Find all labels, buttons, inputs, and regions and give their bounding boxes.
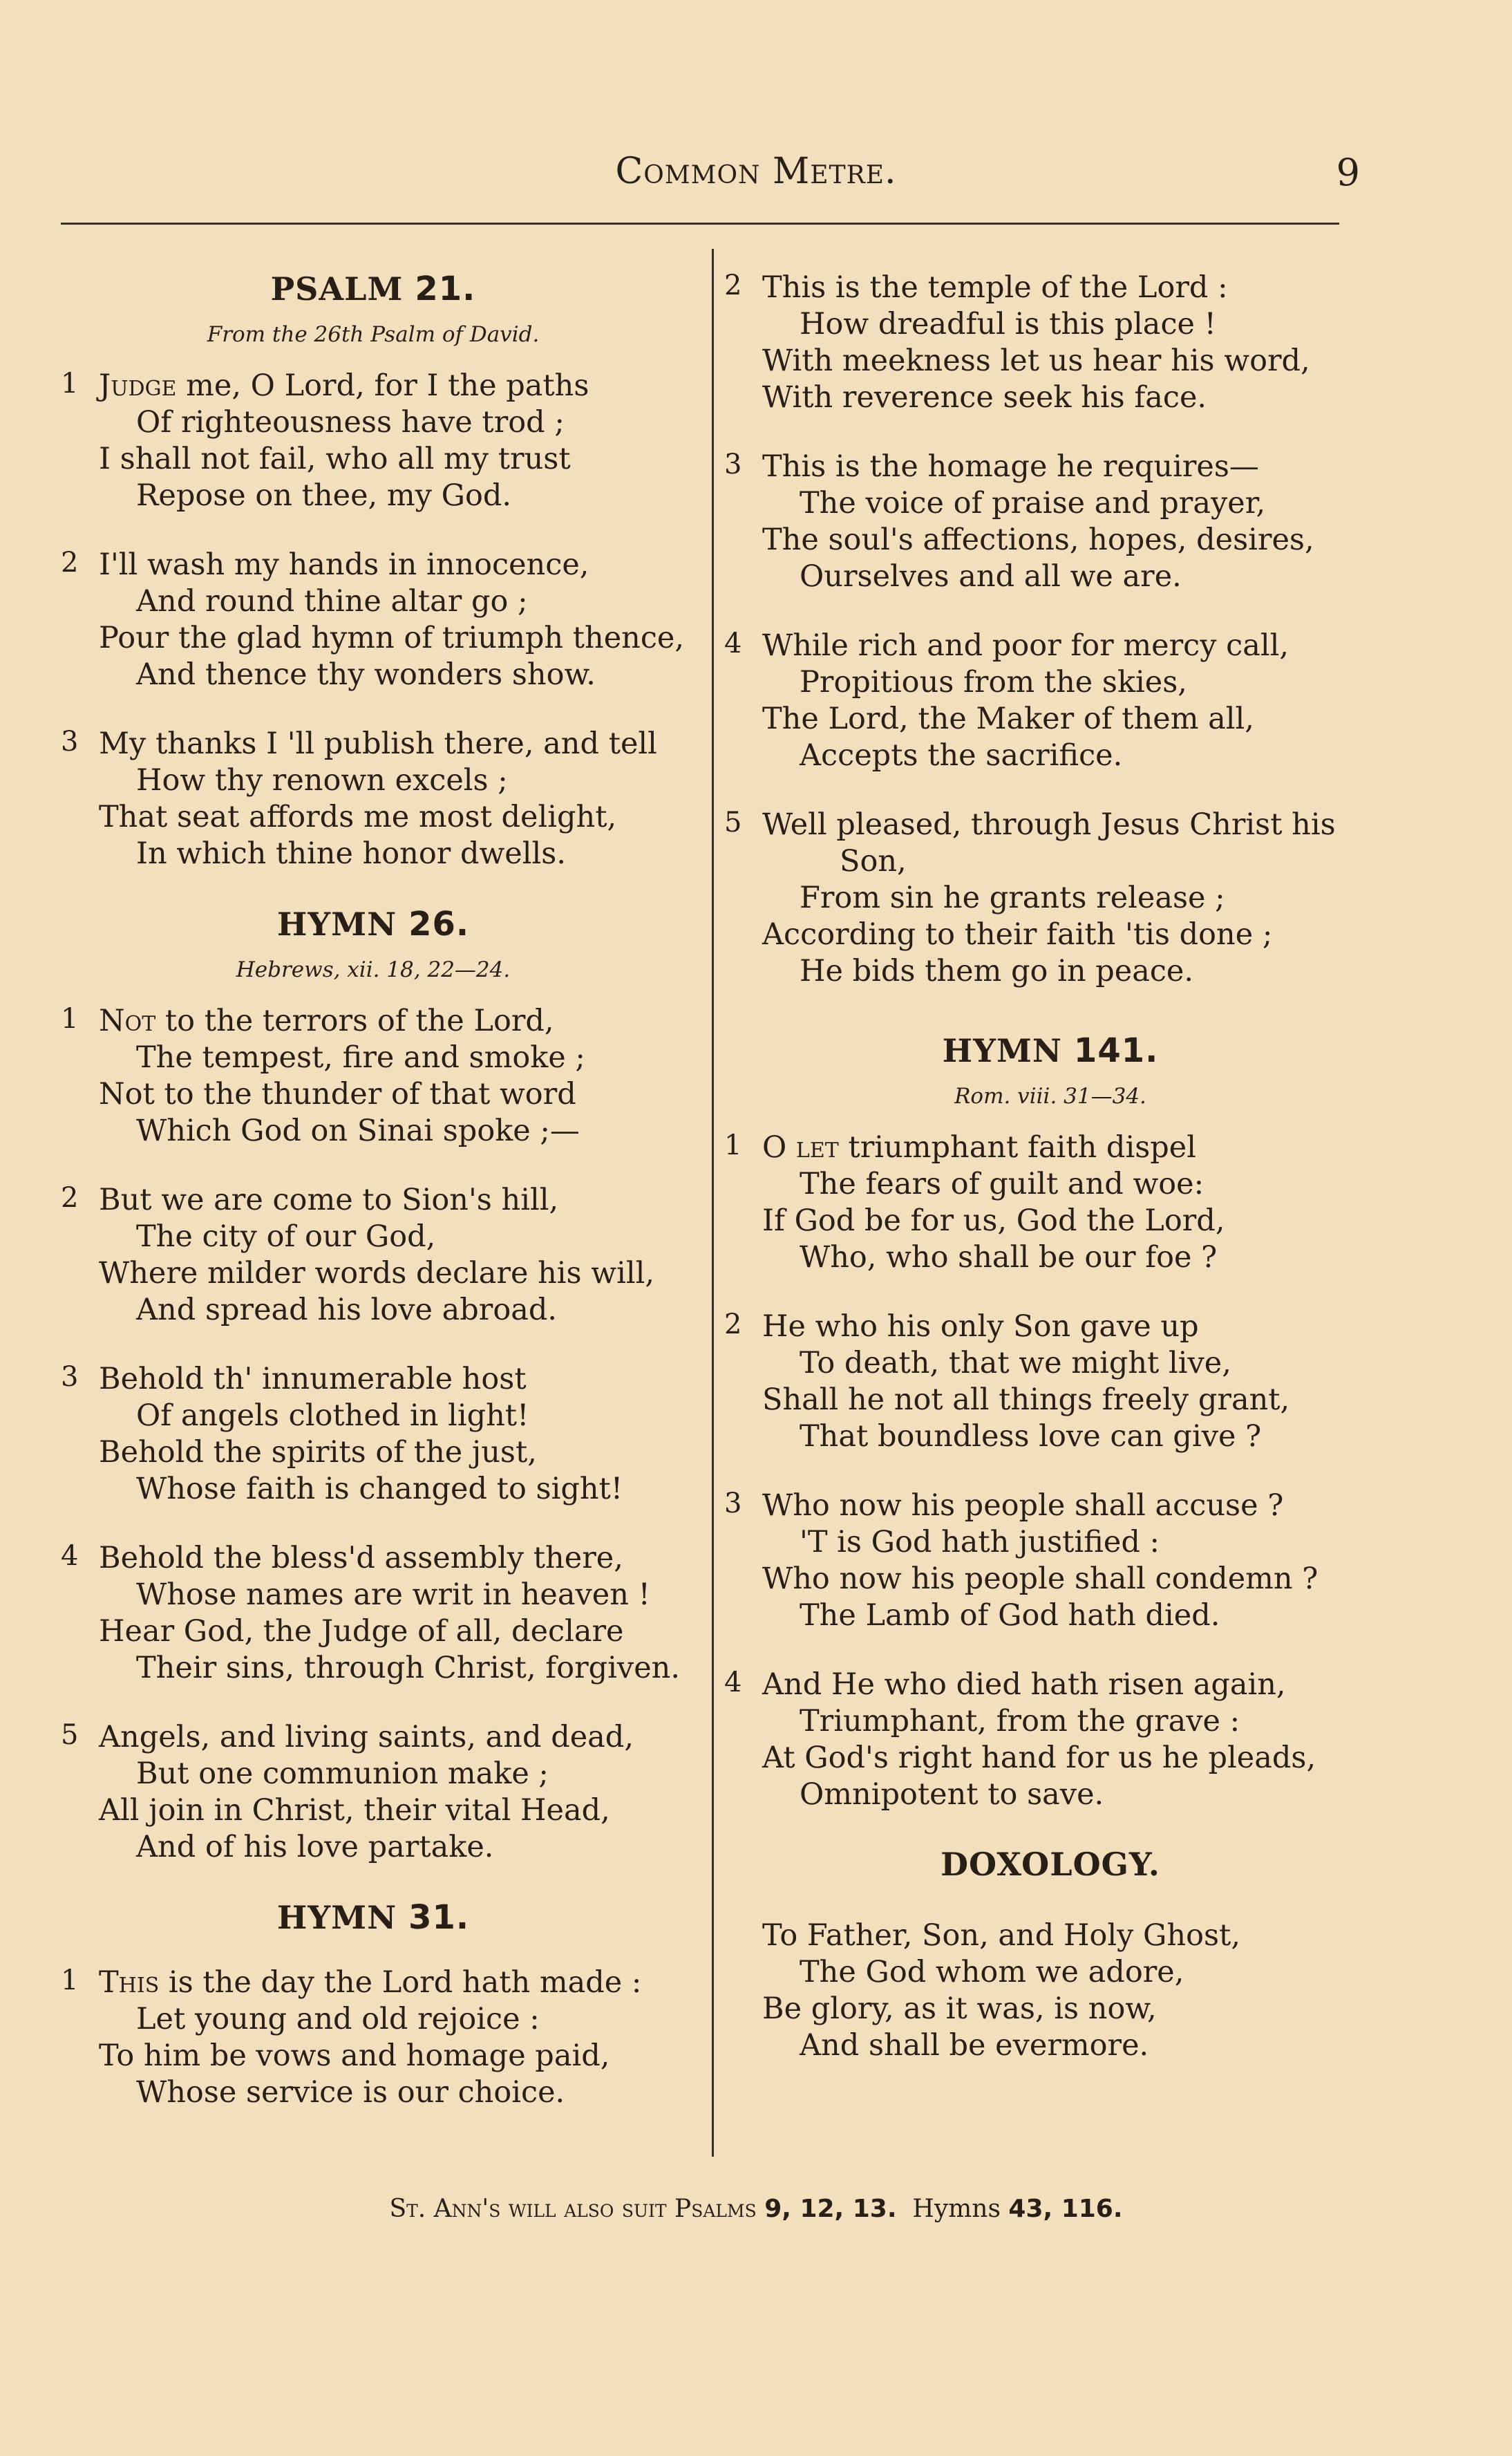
verse-line: Where milder words declare his will, <box>99 1256 655 1291</box>
verse-line: Behold the bless'd assembly there, <box>99 1541 623 1575</box>
verse-line: While rich and poor for mercy call, <box>762 628 1289 663</box>
stanza <box>55 1540 691 1687</box>
stanza <box>719 1129 1382 1276</box>
stanza <box>719 807 1382 990</box>
verse-line: The Lord, the Maker of them all, <box>762 702 1254 736</box>
verse-line: He who his only Son gave up <box>762 1309 1199 1344</box>
verse-line: The God whom we adore, <box>800 1955 1184 1989</box>
verse-line: Ourselves and all we are. <box>800 559 1182 594</box>
verse-line: But one communion make ; <box>136 1756 549 1791</box>
verse-line: Propitious from the skies, <box>800 665 1187 700</box>
verse-line: All join in Christ, their vital Head, <box>99 1793 610 1828</box>
stanza-number: 4 <box>724 628 742 659</box>
verse-line: And of his love partake. <box>136 1830 494 1864</box>
verse-line: Which God on Sinai spoke ;— <box>136 1114 580 1148</box>
verse-line: Of angels clothed in light! <box>136 1398 529 1433</box>
stanza-number: 1 <box>61 368 79 400</box>
running-head: Common Metre. <box>615 151 897 192</box>
stanza-number: 1 <box>724 1129 742 1161</box>
stanza-number: 2 <box>724 1309 742 1340</box>
stanza <box>719 628 1382 774</box>
verse-line: Well pleased, through Jesus Christ his <box>762 807 1336 842</box>
verse-line: To death, that we might live, <box>800 1346 1231 1380</box>
stanza <box>55 1965 691 2111</box>
verse-line: Accepts the sacrifice. <box>800 738 1123 773</box>
verse-line: O let triumphant faith dispel <box>762 1130 1197 1165</box>
verse-line: That boundless love can give ? <box>800 1419 1262 1454</box>
column-divider <box>712 249 714 2157</box>
stanza-number: 1 <box>61 1003 79 1035</box>
footer-note: St. Ann's will also suit Psalms 9, 12, 13. Hymns 43, 116. <box>389 2195 1123 2223</box>
stanza-number: 5 <box>724 807 742 838</box>
verse-line: My thanks I 'll publish there, and tell <box>99 727 657 761</box>
page-number: 9 <box>1336 151 1360 194</box>
verse-line: He bids them go in peace. <box>800 954 1194 988</box>
stanza <box>55 368 691 514</box>
stanza-number: 3 <box>724 449 742 480</box>
verse-line: Whose names are writ in heaven ! <box>136 1577 650 1612</box>
header-rule <box>61 223 1339 225</box>
stanza <box>55 547 691 693</box>
stanza <box>719 449 1382 595</box>
verse-line: 'T is God hath justified : <box>800 1525 1160 1559</box>
verse-line: How dreadful is this place ! <box>800 307 1216 341</box>
verse-line: Behold th' innumerable host <box>99 1362 527 1396</box>
verse-line: Let young and old rejoice : <box>136 2002 540 2036</box>
verse-line: And shall be evermore. <box>800 2028 1149 2063</box>
verse-line: How thy renown excels ; <box>136 763 508 798</box>
stanza <box>55 726 691 872</box>
stanza <box>55 1003 691 1150</box>
verse-line: With reverence seek his face. <box>762 380 1207 415</box>
verse-line: Who, who shall be our foe ? <box>800 1240 1218 1275</box>
hymn-26-title: HYMN 26. <box>276 905 470 944</box>
verse-line: With meekness let us hear his word, <box>762 344 1310 378</box>
verse-line: And round thine altar go ; <box>136 584 528 619</box>
verse-line: If God be for us, God the Lord, <box>762 1203 1225 1238</box>
verse-line: Judge me, O Lord, for I the paths <box>99 368 589 403</box>
hymn-26-source: Hebrews, xii. 18, 22—24. <box>236 957 511 982</box>
stanza-number: 3 <box>61 1361 79 1393</box>
verse-line: Pour the glad hymn of triumph thence, <box>99 621 685 655</box>
verse-line: And thence thy wonders show. <box>136 657 596 692</box>
verse-line: Hear God, the Judge of all, declare <box>99 1614 624 1649</box>
verse-line: This is the temple of the Lord : <box>762 270 1228 305</box>
stanza-number: 4 <box>724 1667 742 1698</box>
stanza-number: 3 <box>724 1488 742 1519</box>
verse-line: Be glory, as it was, is now, <box>762 1991 1157 2026</box>
verse-line: The Lamb of God hath died. <box>800 1598 1220 1633</box>
doxology <box>719 1918 1382 2064</box>
verse-line: Shall he not all things freely grant, <box>762 1382 1290 1417</box>
hymn-31-title: HYMN 31. <box>276 1898 470 1937</box>
hymn-141-title: HYMN 141. <box>942 1031 1159 1070</box>
verse-line: But we are come to Sion's hill, <box>99 1183 559 1217</box>
verse-line: The city of our God, <box>136 1219 436 1254</box>
verse-line: This is the homage he requires— <box>762 449 1259 484</box>
verse-line: That seat affords me most delight, <box>99 800 617 834</box>
verse-line: Not to the thunder of that word <box>99 1077 576 1112</box>
stanza <box>719 1488 1382 1634</box>
verse-line: Repose on thee, my God. <box>136 478 512 513</box>
stanza <box>719 1667 1382 1813</box>
stanza-number: 4 <box>61 1540 79 1572</box>
verse-line: I shall not fail, who all my trust <box>99 442 571 476</box>
verse-line: Their sins, through Christ, forgiven. <box>136 1651 681 1685</box>
doxology-title: DOXOLOGY. <box>941 1846 1160 1883</box>
stanza-number: 2 <box>61 547 79 579</box>
verse-line: In which thine honor dwells. <box>136 836 566 871</box>
stanza-number: 5 <box>61 1719 79 1751</box>
verse-line: Whose faith is changed to sight! <box>136 1472 623 1506</box>
stanza-number: 3 <box>61 726 79 758</box>
verse-line: The voice of praise and prayer, <box>800 486 1266 521</box>
verse-line: I'll wash my hands in innocence, <box>99 547 589 582</box>
verse-line: This is the day the Lord hath made : <box>99 1965 642 2000</box>
verse-line: The fears of guilt and woe: <box>800 1167 1204 1201</box>
stanza-number: 1 <box>61 1965 79 1996</box>
left-column <box>55 270 691 2144</box>
verse-line: Of righteousness have trod ; <box>136 405 565 440</box>
verse-line: Angels, and living saints, and dead, <box>99 1720 634 1754</box>
verse-line: And He who died hath risen again, <box>762 1667 1286 1702</box>
psalm-21-source: From the 26th Psalm of David. <box>207 322 540 347</box>
verse-line: Who now his people shall accuse ? <box>762 1488 1284 1523</box>
verse-line: Not to the terrors of the Lord, <box>99 1004 554 1038</box>
psalm-21-title: PSALM 21. <box>270 270 476 308</box>
page-header <box>0 151 1512 199</box>
stanza-number: 2 <box>61 1182 79 1214</box>
verse-line: To him be vows and homage paid, <box>99 2038 610 2073</box>
hymn-141-source: Rom. viii. 31—34. <box>954 1084 1146 1109</box>
stanza <box>719 270 1382 416</box>
stanza <box>55 1182 691 1329</box>
verse-line: According to their faith 'tis done ; <box>762 917 1273 952</box>
verse-line: Whose service is our choice. <box>136 2075 565 2110</box>
stanza <box>55 1719 691 1866</box>
verse-line: Son, <box>840 844 907 879</box>
verse-line: At God's right hand for us he pleads, <box>762 1741 1316 1775</box>
verse-line: Behold the spirits of the just, <box>99 1435 537 1470</box>
stanza <box>55 1361 691 1508</box>
verse-line: Omnipotent to save. <box>800 1777 1104 1812</box>
verse-line: Triumphant, from the grave : <box>800 1704 1240 1738</box>
stanza-number: 2 <box>724 270 742 301</box>
stanza <box>719 1309 1382 1455</box>
right-column <box>719 270 1382 2097</box>
verse-line: The tempest, fire and smoke ; <box>136 1040 585 1075</box>
verse-line: And spread his love abroad. <box>136 1293 558 1327</box>
verse-line: To Father, Son, and Holy Ghost, <box>762 1918 1240 1953</box>
verse-line: Who now his people shall condemn ? <box>762 1562 1319 1596</box>
verse-line: The soul's affections, hopes, desires, <box>762 523 1314 557</box>
verse-line: From sin he grants release ; <box>800 881 1225 915</box>
